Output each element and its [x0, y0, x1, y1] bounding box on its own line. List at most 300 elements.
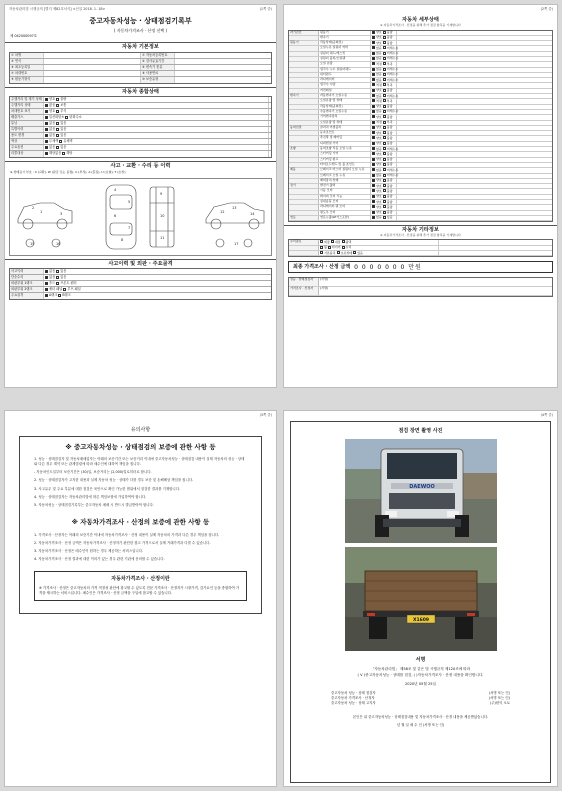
diagram-part-number: 4 [114, 187, 117, 192]
buyer-acknowledgement: 본인은 위 중고자동차성능 · 상태점검내용 및 자동차가격조사 · 산정 내용을 제공받았습니다. [352, 715, 489, 720]
checkbox-mark [383, 78, 386, 81]
truck-rear-photo [345, 547, 497, 651]
signature-mark: (서명 또는 인) [488, 690, 510, 695]
item-label: 배출가스 [10, 115, 44, 120]
notice-page-title: 유의사항 [130, 427, 151, 434]
checkbox-mark [45, 98, 48, 101]
field-value [175, 77, 271, 83]
paragraph: 4. 성능 · 상태점검자는 자동차관리법에 따른 책임보험에 가입하여야 합니다. [34, 494, 147, 499]
checkbox-mark [372, 211, 375, 214]
checkbox-mark [383, 68, 386, 71]
item-options [371, 195, 397, 199]
checkbox-mark [383, 89, 386, 92]
checkbox-mark [372, 216, 375, 219]
item-note [397, 126, 552, 130]
checkbox-mark [320, 246, 323, 249]
item-options [44, 97, 269, 102]
checkbox-mark [45, 288, 48, 291]
item-note [397, 83, 552, 87]
option-checked: 양호 [372, 141, 382, 145]
item-note [397, 174, 552, 178]
item-options [371, 99, 397, 103]
option-checked: 없음 [45, 127, 55, 131]
section-detail-note: ※ 자동차가격조사 · 산정을 위해 추가 점검 항목을 기재합니다 [380, 22, 461, 27]
category-label [289, 131, 319, 135]
item-label: 색상 [10, 139, 44, 144]
option-unchecked: 미세누수 [383, 78, 399, 82]
option-checked: 일산화탄소 [45, 115, 64, 119]
category-label: 전기 [289, 184, 319, 188]
category-label [289, 110, 319, 114]
item-label: 워터펌프 [319, 73, 371, 77]
checkbox-mark [45, 134, 48, 137]
section-basic-info-title: 자동차 기본정보 [5, 42, 276, 51]
item-options [371, 142, 397, 146]
category-label [289, 83, 319, 87]
item-label: 수동변속기 오일누유 [319, 110, 371, 114]
page-1-performance-record [4, 4, 277, 388]
table-row [289, 251, 552, 256]
option-unchecked: 부족 [383, 99, 393, 103]
item-note [439, 251, 552, 255]
category-label: 조향 [289, 147, 319, 151]
item-label: 연료누출(LP가스포함) [319, 216, 371, 220]
diagram-part-number: 7 [128, 225, 131, 230]
item-note [397, 68, 552, 72]
vehicle-diagram [9, 178, 272, 256]
item-note [397, 189, 552, 193]
checkbox-mark [353, 251, 356, 254]
option-checked: 적정 [372, 62, 382, 66]
item-label: 사고이력 [10, 269, 44, 274]
item-options [371, 126, 397, 130]
option-checked: 양호 [372, 152, 382, 156]
checkbox-mark [56, 134, 59, 137]
item-label: 실린더 헤드/개스킷 [319, 52, 371, 56]
item-options [44, 121, 269, 126]
option-checked: 양호 [372, 200, 382, 204]
checkbox-mark [331, 240, 334, 243]
checkbox-mark [372, 163, 375, 166]
checkbox-mark [342, 240, 345, 243]
signature-row [331, 701, 510, 705]
signature-date: 2020년 05월 25일 [405, 682, 436, 687]
checkbox-mark [372, 57, 375, 60]
item-label: 주요옵션 [10, 145, 44, 150]
category-label [289, 246, 319, 250]
option-unchecked: 미세누유 [383, 56, 399, 60]
field-value [44, 65, 141, 70]
checkbox-mark [45, 152, 48, 155]
item-note [397, 163, 552, 167]
item-label: 작동상태(공회전) [319, 41, 371, 45]
signature-mark: (서명 또는 인) [488, 695, 510, 700]
option-unchecked: 불량 [383, 104, 393, 108]
option-unchecked: 미세누수 [383, 72, 399, 76]
item-options [319, 246, 439, 250]
section-frame-title: 사고이력 및 외판 · 주요골격 [5, 259, 276, 268]
option-checked: 양호 [372, 115, 382, 119]
checkbox-mark [383, 41, 386, 44]
item-note [397, 142, 552, 146]
photo-section-title: 점검 장면 촬영 사진 [398, 428, 443, 435]
option-checked: 양호 [372, 157, 382, 161]
item-label: 실린더 블록/오일팬 [319, 57, 371, 61]
checkbox-mark [372, 68, 375, 71]
checkbox-mark [372, 152, 375, 155]
checkbox-mark [383, 158, 386, 161]
item-note [397, 136, 552, 140]
item-options [44, 109, 269, 114]
paragraph: 5. 자동차성능 · 상태점검기록부는 중고자동차 매매 시 반드시 발급받아야 합니다. [34, 503, 154, 508]
diagram-part-number: 8 [121, 237, 124, 242]
option-unchecked: 불량 [383, 136, 393, 140]
checkbox-mark [383, 126, 386, 129]
buyer-signature-line: 년 월 일 매 수 인 (서명 또는 인) [396, 722, 445, 727]
checkbox-mark [372, 94, 375, 97]
option-unchecked: 불량 [383, 141, 393, 145]
truck-front-photo [345, 439, 497, 543]
checkbox-mark [45, 140, 48, 143]
checkbox-mark [383, 200, 386, 203]
final-price-value: 0 0 0 0 0 0 0 만원 [354, 263, 422, 271]
category-label [289, 152, 319, 156]
item-note [397, 121, 552, 125]
item-options [371, 57, 397, 61]
item-options [44, 127, 269, 132]
diagram-part-number: 1 [40, 209, 43, 214]
form-reference: 자동차관리법 시행규칙 [별지 제82호서식] <신설 2018. 1. 18> [9, 7, 106, 11]
page-number: (1쪽 중) [259, 7, 272, 11]
item-label: 등속조인트 [319, 131, 371, 135]
item-label: 차대번호 표기 [10, 109, 44, 114]
item-note [269, 97, 271, 102]
checkbox-mark [372, 179, 375, 182]
overall-status-table [9, 96, 272, 158]
page-2-detail-status [283, 4, 558, 388]
item-note [397, 94, 552, 98]
checkbox-mark [372, 52, 375, 55]
diagram-part-number: 10 [160, 213, 165, 218]
checkbox-mark [383, 62, 386, 65]
category-label [289, 62, 319, 66]
checkbox-mark [45, 146, 48, 149]
item-label: 커먼레일 [319, 89, 371, 93]
item-options [371, 94, 397, 98]
option-checked: 없음 [45, 121, 55, 125]
category-label [289, 78, 319, 82]
field-value [44, 59, 141, 64]
item-note [397, 73, 552, 77]
checkbox-mark [372, 136, 375, 139]
option-unchecked: 불량 [383, 152, 393, 156]
checkbox-mark [372, 147, 375, 150]
item-note [397, 52, 552, 56]
item-label: 추진축 및 베어링 [319, 136, 371, 140]
item-note [397, 78, 552, 82]
checkbox-mark [372, 131, 375, 134]
checkbox-mark [383, 94, 386, 97]
option-checked: 양호 [372, 88, 382, 92]
checkbox-mark [372, 62, 375, 65]
item-note [397, 205, 552, 209]
checkbox-mark [45, 294, 48, 297]
checkbox-mark [372, 142, 375, 145]
field-value [44, 53, 141, 58]
warranty-heading: ※ 중고자동차성능 · 상태점검의 보증에 관한 사항 등 [65, 442, 216, 451]
item-note [397, 216, 552, 220]
checkbox-mark [383, 195, 386, 198]
checkbox-mark [383, 115, 386, 118]
option-unchecked: 부족 [383, 120, 393, 124]
item-options [371, 131, 397, 135]
item-label: 작동상태(공회전) [319, 105, 371, 109]
brand-emblem: DAEWOO [408, 483, 435, 490]
checkbox-mark [383, 205, 386, 208]
item-options [44, 103, 269, 108]
item-note [397, 62, 552, 66]
field-label: ⑦ 차대번호 [10, 71, 44, 76]
field-label: ⑥ 변속기 종류 [141, 65, 175, 70]
category-label [289, 158, 319, 162]
checkbox-mark [56, 146, 59, 149]
option-checked: 양호 [372, 162, 382, 166]
page-number: (3쪽 중) [259, 413, 272, 417]
checkbox-mark [383, 142, 386, 145]
checkbox-mark [372, 36, 375, 39]
checkbox-mark [372, 115, 375, 118]
item-note [397, 195, 552, 199]
checkbox-mark [337, 251, 340, 254]
checkbox-mark [320, 240, 323, 243]
option-checked: 양호 [372, 210, 382, 214]
item-label: 시동 모터 [319, 189, 371, 193]
checkbox-mark [45, 276, 48, 279]
final-price-box [288, 261, 553, 273]
checkbox-mark [45, 104, 48, 107]
category-label [289, 200, 319, 204]
category-label [289, 73, 319, 77]
checkbox-mark [45, 282, 48, 285]
option-unchecked: 있음 [56, 275, 66, 279]
item-options [44, 275, 271, 280]
table-row [10, 151, 271, 157]
item-label: 오일 유량 [319, 62, 371, 66]
table-row [289, 278, 552, 287]
option-unchecked: 미세누유 [383, 94, 399, 98]
item-note [439, 240, 552, 244]
checkbox-mark [56, 270, 59, 273]
category-label [289, 189, 319, 193]
checkbox-mark [383, 110, 386, 113]
item-label: 냉각수 수량 [319, 83, 371, 87]
checkbox-mark [62, 152, 65, 155]
checkbox-mark [383, 57, 386, 60]
option-unchecked: 외장 [320, 240, 330, 244]
field-label: ⑨ 원동기형식 [10, 77, 44, 83]
item-note [269, 139, 271, 144]
signature-row [331, 696, 510, 700]
checkbox-mark [372, 73, 375, 76]
item-note [397, 57, 552, 61]
option-unchecked: 불량 [383, 189, 393, 193]
option-unchecked: 보통 [56, 103, 66, 107]
option-unchecked: 부식 [56, 109, 66, 113]
item-options [371, 62, 397, 66]
category-label [289, 105, 319, 109]
item-label: 라디에이터 팬 모터 [319, 205, 371, 209]
paragraph: 1. 성능 · 상태점검자 및 자동차매매업자는 아래의 보증기간 또는 보증거리 이내에 중고자동차성능 · 상태점검 내용이 실제 자동차의 성능 · 상태와 다른 경우 계약 또는 관계법령에 따라 매수인에 대하여 책임을 집니다. [34, 456, 245, 466]
item-note [397, 99, 552, 103]
item-note [397, 200, 552, 204]
section-overall-status-title: 자동차 종합상태 [5, 87, 276, 96]
option-checked: 양호 [372, 136, 382, 140]
checkbox-mark [63, 288, 66, 291]
frame-table [9, 268, 272, 300]
option-checked: 적정 [372, 83, 382, 87]
checkbox-mark [383, 184, 386, 187]
field-value [175, 65, 271, 70]
signature-role: 중고자동차 성능 · 상태 고지자 [331, 701, 376, 706]
option-unchecked: B랭크 [58, 293, 70, 297]
paragraph: 4. 자동차가격조사 · 산정 결과에 대한 이의가 있는 경우 관련 기관에 문의할 수 있습니다. [34, 557, 165, 562]
checkbox-mark [65, 116, 68, 119]
option-unchecked: 미세누유 [383, 147, 399, 151]
item-options [371, 205, 397, 209]
option-checked: 양호 [372, 35, 382, 39]
item-note [397, 89, 552, 93]
price-notice-text: ※ 가격조사 · 산정은 중고자동차의 가격 적정성 판단에 참고할 수 있도록 전문 가격조사 · 산정자가 시장가격, 감가요인 등을 종합하여 가격을 제시하는 서비스입니다. 매수인은 가격조사 · 산정 금액을 구입에 참고할 수 있습니다. [39, 586, 240, 596]
item-label: 오일유량 및 상태 [319, 121, 371, 125]
option-unchecked: 유리 [342, 245, 352, 249]
signature-statement: 「자동차관리법」 제58조 및 같은 법 시행규칙 제120조에 따라 ( V )중고자동차성능 · 상태를 점검, ( )자동차가격조사 · 산정 내용을 확인합니다. [357, 666, 484, 677]
checkbox-mark [45, 270, 48, 273]
price-warranty-paragraphs [20, 533, 261, 563]
table-row [289, 216, 552, 221]
diagram-part-number: 9 [160, 191, 163, 196]
item-options [371, 184, 397, 188]
option-checked: 없음 [372, 51, 382, 55]
option-unchecked: 불량 [56, 97, 66, 101]
item-options [44, 115, 269, 120]
paragraph: - 자동차인도일부터 보증기간은 (30)일, 보증거리는 (2,000)킬로미터로 합니다. [34, 470, 152, 475]
license-plate: X1609 [412, 617, 429, 623]
checkbox-mark [383, 152, 386, 155]
option-checked: 양호 [372, 125, 382, 129]
option-checked: 적정 [372, 120, 382, 124]
checkbox-mark [372, 41, 375, 44]
option-checked: 없음 [372, 78, 382, 82]
signer-label: 성능 · 상태점검자 [289, 278, 319, 286]
category-label [289, 99, 319, 103]
checkbox-mark [383, 131, 386, 134]
field-label: ② 자동차등록번호 [141, 53, 175, 58]
item-note [397, 168, 552, 172]
item-options [371, 89, 397, 93]
checkbox-mark [56, 128, 59, 131]
diagram-part-number: 15 [30, 241, 35, 246]
option-unchecked: 불량 [383, 162, 393, 166]
option-checked: 해당없음 [45, 151, 61, 155]
checkbox-mark [383, 147, 386, 150]
page-4-photos-signature [283, 410, 558, 787]
checkbox-mark [320, 251, 323, 254]
signature-section-title: 서명 [415, 656, 426, 663]
item-label: 스티어링 기어 [319, 152, 371, 156]
checkbox-mark [383, 136, 386, 139]
option-checked: 양호 [372, 194, 382, 198]
option-checked: 없음 [372, 72, 382, 76]
item-label: 기어변속장치 [319, 115, 371, 119]
option-checked: 양호 [372, 131, 382, 135]
option-unchecked: 미세누수 [383, 67, 399, 71]
section-other-title: 자동차 기타정보 [284, 225, 557, 234]
option-unchecked: 유채색 [59, 139, 72, 143]
option-unchecked: 있음 [56, 269, 66, 273]
vehicle-outline-svg [10, 179, 273, 255]
diagram-part-number: 3 [60, 211, 63, 216]
item-label: 오일누유 실린더 커버 [319, 46, 371, 50]
checkbox-mark [58, 294, 61, 297]
category-label [289, 136, 319, 140]
field-value [175, 53, 271, 58]
checkbox-mark [383, 73, 386, 76]
option-checked: 없음 [372, 109, 382, 113]
table-row [10, 77, 271, 83]
checkbox-mark [372, 126, 375, 129]
detail-status-table [288, 30, 553, 223]
option-unchecked: 미세누유 [383, 168, 399, 172]
option-checked: 없음 [45, 269, 55, 273]
option-unchecked: 탄화수소 [65, 115, 81, 119]
item-label: 클러치 어셈블리 [319, 126, 371, 130]
checkbox-mark [372, 89, 375, 92]
category-label [289, 57, 319, 61]
item-note [269, 109, 271, 114]
field-value [44, 77, 141, 83]
item-note [397, 110, 552, 114]
item-label: 브레이크 오일 누유 [319, 174, 371, 178]
item-label: 변속기 [319, 36, 371, 40]
option-unchecked: 해당 [62, 151, 72, 155]
item-label: 단순수리 [10, 275, 44, 280]
checkbox-mark [383, 211, 386, 214]
checkbox-mark [383, 189, 386, 192]
checkbox-mark [372, 200, 375, 203]
checkbox-mark [56, 122, 59, 125]
category-label [289, 115, 319, 119]
item-note [397, 179, 552, 183]
diagram-part-number: 11 [160, 235, 165, 240]
paragraph: 1. 가격조사 · 산정자는 아래의 보증기간 이내에 자동차가격조사 · 산정 내용이 실제 자동차의 가격과 다른 경우 책임을 집니다. [34, 532, 220, 537]
option-checked: 적정 [372, 99, 382, 103]
item-options [371, 216, 397, 220]
option-unchecked: 있음 [56, 145, 66, 149]
option-checked: 없음 [372, 168, 382, 172]
option-unchecked: 불량 [383, 157, 393, 161]
category-label [289, 174, 319, 178]
field-value [175, 59, 271, 64]
checkbox-mark [372, 99, 375, 102]
option-checked: 양호 [372, 178, 382, 182]
accident-legend: ※ 상태표시 부호 : X (교환), W (판금 또는 용접), C (부식), A (흠집), U (요철), T (손상) [10, 169, 126, 174]
option-unchecked: 있음 [56, 121, 66, 125]
paragraph: 3. 자동차가격조사 · 산정은 매수인이 원하는 경우 제공하는 서비스입니다. [34, 549, 143, 554]
option-unchecked: 있음 [56, 133, 66, 137]
signer-label: 가격조사 · 산정자 [289, 287, 319, 295]
option-unchecked: 미세누유 [383, 46, 399, 50]
checkbox-mark [383, 216, 386, 219]
